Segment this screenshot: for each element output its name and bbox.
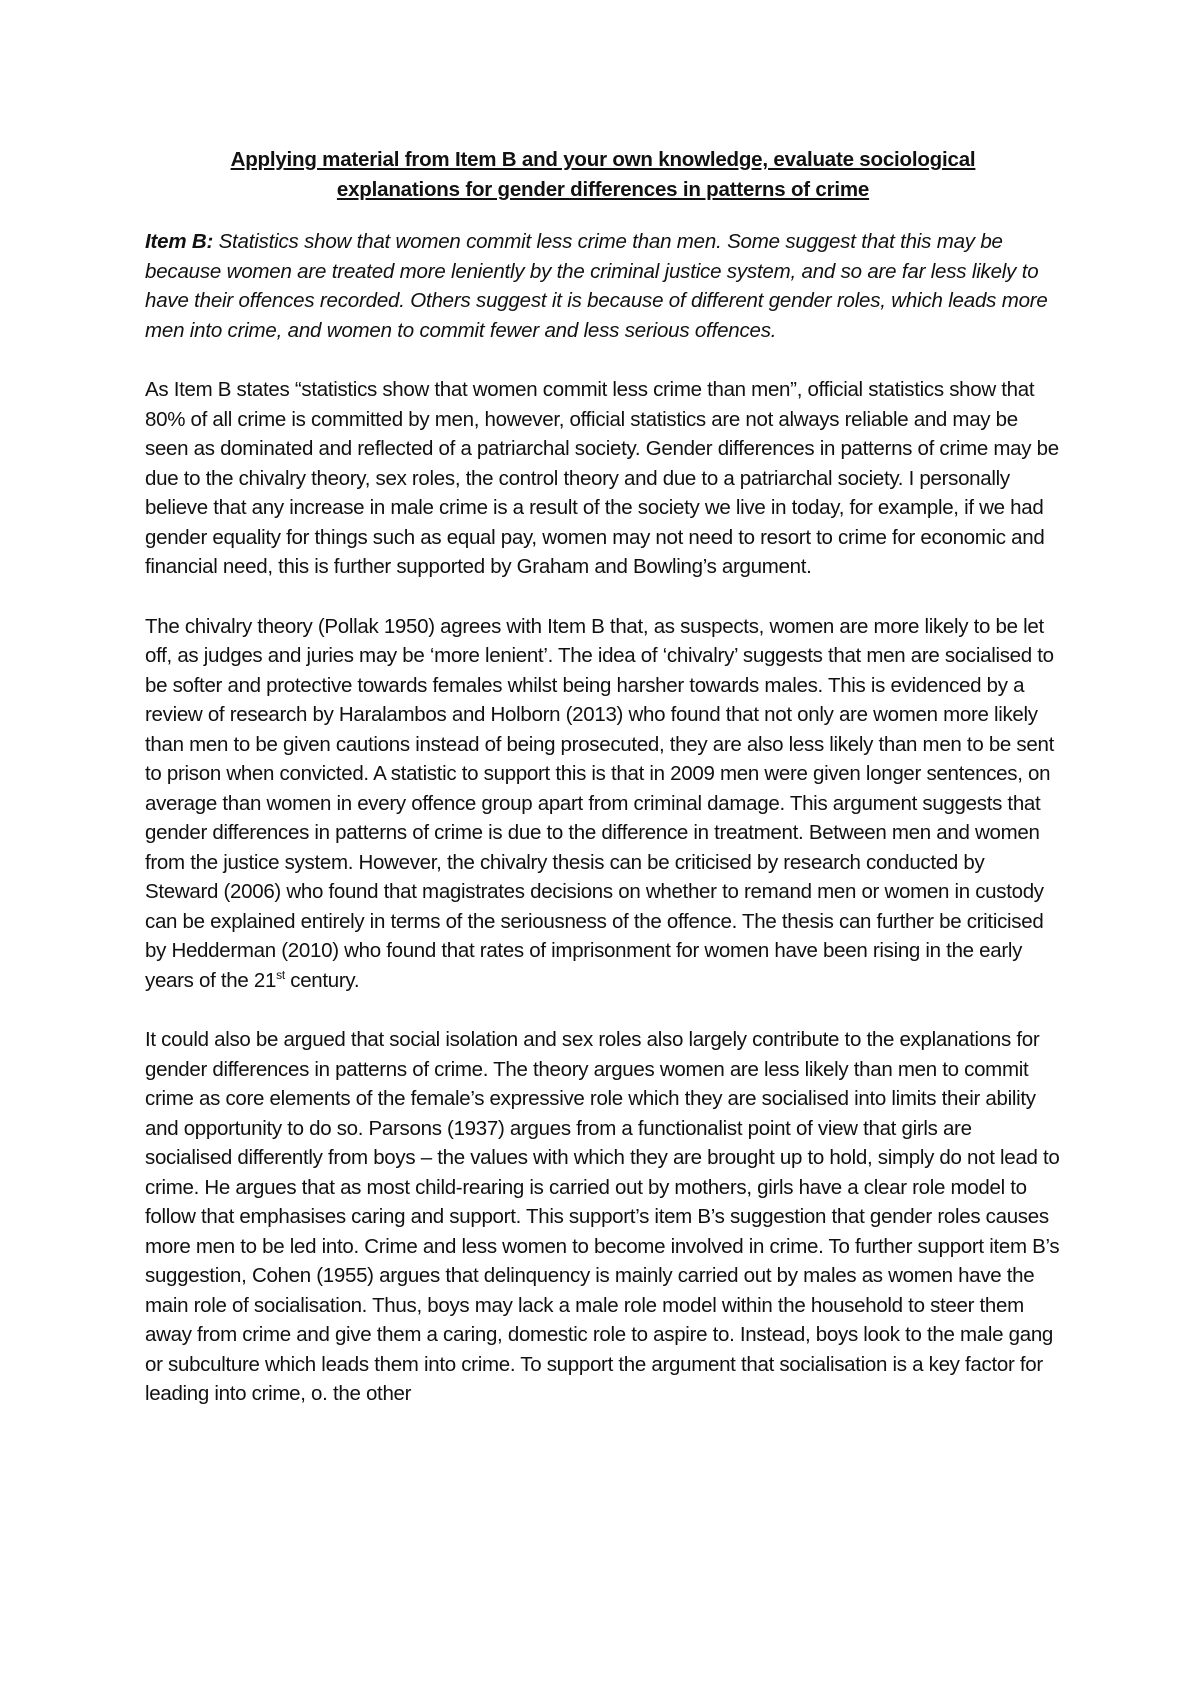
essay-title-line-2: explanations for gender differences in patterns of crime [336,178,870,201]
item-b-text: Statistics show that women commit less crime than men. Some suggest that this may be because women are treated more leniently by the criminal justice system, and so are far less likely to have their offences recorded. Others suggest it is because of different gender roles, which leads more men into crime, and women to commit fewer and less serious offences. [145,230,1048,342]
paragraph-intro: As Item B states “statistics show that women commit less crime than men”, official statistics show that 80% of all crime is committed by men, however, official statistics are not always reliable and may be seen as dominated and reflected of a patriarchal society. Gender differences in patterns of crime may be due to the chivalry theory, sex roles, the control theory and due to a patriarchal society. I personally believe that any increase in male crime is a result of the society we live in today, for example, if we had gender equality for things such as equal pay, women may not need to resort to crime for economic and financial need, this is further supported by Graham and Bowling’s argument. [145,378,1059,578]
item-b-passage [145,227,1061,345]
item-b-label: Item B: [145,230,214,253]
paragraph-sex-roles: It could also be argued that social isolation and sex roles also largely contribute to the explanations for gender differences in patterns of crime. The theory argues women are less likely than men to commit crime as core elements of the female’s expressive role which they are socialised into limits their ability and opportunity to do so. Parsons (1937) argues from a functionalist point of view that girls are socialised differently from boys – the values with which they are brought up to hold, simply do not lead to crime. He argues that as most child-rearing is carried out by mothers, girls have a clear role model to follow that emphasises caring and support. This support’s item B’s suggestion that gender roles causes more men to be led into. Crime and less women to become involved in crime. To further support item B’s suggestion, Cohen (1955) argues that delinquency is mainly carried out by males as women have the main role of socialisation. Thus, boys may lack a male role model within the household to steer them away from crime and give them a caring, domestic role to aspire to. Instead, boys look to the male gang or subculture which leads them into crime. To support the argument that socialisation is a key factor for leading into crime, o. the other [145,1028,1060,1405]
ordinal-superscript: st [276,967,285,982]
paragraph-chivalry-text: The chivalry theory (Pollak 1950) agrees with Item B that, as suspects, women are more likely to be let off, as judges and juries may be ‘more lenient’. The idea of ‘chivalry’ suggests that men are socialised to be softer and protective towards females whilst being harsher towards males. This is evidenced by a review of research by Haralambos and Holborn (2013) who found that not only are women more likely than men to be given cautions instead of being prosecuted, they are also less likely than men to be sent to prison when convicted. A statistic to support this is that in 2009 men were given longer sentences, on average than women in every offence group apart from criminal damage. This argument suggests that gender differences in patterns of crime is due to the difference in treatment. Between men and women from the justice system. However, the chivalry thesis can be criticised by research conducted by Steward (2006) who found that magistrates decisions on whether to remand men or women in custody can be explained entirely in terms of the seriousness of the offence. The thesis can further be criticised by Hedderman (2010) who found that rates of imprisonment for women have been rising in the early years of the 21 [145,614,1054,992]
paragraph-chivalry-ending: century. [284,968,360,992]
document-page [145,145,1061,1645]
essay-title-line-1: Applying material from Item B and your own knowledge, evaluate sociological [230,148,976,171]
essay-title [145,145,1061,205]
paragraph-chivalry-theory [145,612,1061,996]
